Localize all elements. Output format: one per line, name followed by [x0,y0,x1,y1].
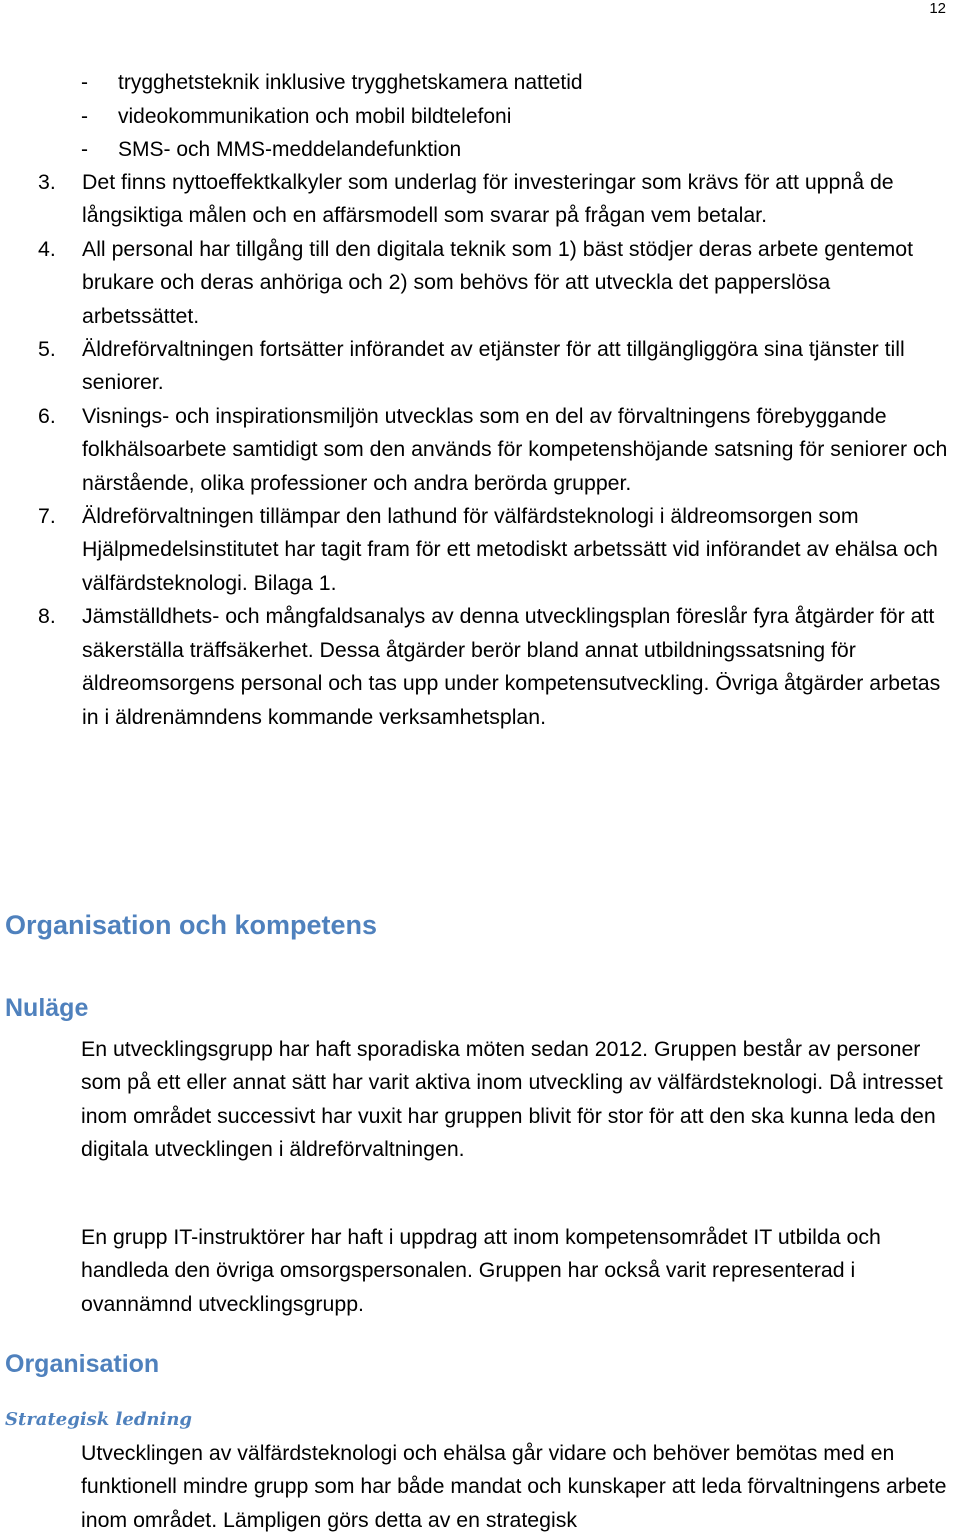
numbered-item-6 [38,400,953,500]
numbered-list [38,166,953,734]
item-number: 3. [38,170,56,194]
item-text: Äldreförvaltningen fortsätter införandet av etjänster för att tillgängliggöra sina tjänster till seniorer. [82,337,905,395]
item-number: 8. [38,604,56,629]
list-item [81,66,583,100]
list-item-text: SMS- och MMS-meddelandefunktion [118,138,462,161]
item-number: 5. [38,337,56,362]
numbered-item-4 [38,233,953,333]
item-number: 7. [38,504,56,529]
item-number: 6. [38,403,56,428]
paragraph-nulage-2: En grupp IT-instruktörer har haft i uppdrag att inom kompetensområdet IT utbilda och handleda den övriga omsorgspersonalen. Gruppen har också varit representerad i ovannämnd utvecklingsgrupp. [81,1225,881,1316]
list-item-text: videokommunikation och mobil bildtelefoni [118,104,512,128]
numbered-item-8 [38,600,953,734]
dash-marker: - [81,104,88,128]
item-text: Äldreförvaltningen tillämpar den lathund för välfärdsteknologi i äldreomsorgen som Hjälpmedelsinstitutet har tagit fram för ett metodiskt arbetssätt vid införandet av ehälsa och välfärdsteknologi. Bilaga 1. [82,504,938,595]
item-text: Visnings- och inspirationsmiljön utvecklas som en del av förvaltningens förebyggande folkhälsoarbete samtidigt som den används för kompetenshöjande satsning för seniorer och närstående, olika professioner och andra berörda grupper. [82,403,948,495]
item-text: Det finns nyttoeffektkalkyler som underlag för investeringar som krävs för att uppnå de långsiktiga målen och en affärsmodell som svarar på frågan vem betalar. [82,170,894,228]
page-number: 12 [929,0,946,17]
list-item [81,133,583,167]
dash-marker: - [81,71,88,94]
list-item [81,100,583,134]
dash-marker: - [81,138,88,161]
numbered-item-5 [38,333,953,400]
item-number: 4. [38,236,56,261]
subheading-nulage: Nuläge [5,994,89,1022]
subheading-organisation: Organisation [5,1350,160,1378]
subheading-strategisk-ledning: Strategisk ledning [5,1409,192,1430]
dash-list [81,66,583,167]
paragraph-strategisk-ledning: Utvecklingen av välfärdsteknologi och ehälsa går vidare och behöver bemötas med en funktionell mindre grupp som har både mandat och kunskaper att leda förvaltningens arbete inom området. Lämpligen görs detta av en strategisk [81,1441,947,1532]
numbered-item-3 [38,166,953,233]
section-heading-organisation-och-kompetens: Organisation och kompetens [5,910,378,940]
paragraph-nulage-1: En utvecklingsgrupp har haft sporadiska möten sedan 2012. Gruppen består av personer som på ett eller annat sätt har varit aktiva inom utveckling av välfärdsteknologi. Då intresset inom området successivt har vuxit har gruppen blivit för stor för att den ska kunna leda den digitala utvecklingen i äldreförvaltningen. [81,1037,943,1162]
list-item-text: trygghetsteknik inklusive trygghetskamera nattetid [118,71,583,94]
item-text: Jämställdhets- och mångfaldsanalys av denna utvecklingsplan föreslår fyra åtgärder för att säkerställa träffsäkerhet. Dessa åtgärder berör bland annat utbildningssatsning för äldreomsorgens personal och tas upp under kompetensutveckling. Övriga åtgärder arbetas in i äldrenämndens kommande verksamhetsplan. [82,604,941,729]
numbered-item-7 [38,500,953,600]
item-text: All personal har tillgång till den digitala teknik som 1) bäst stödjer deras arbete gentemot brukare och deras anhöriga och 2) som behövs för att utveckla det papperslösa arbetssättet. [82,236,914,328]
